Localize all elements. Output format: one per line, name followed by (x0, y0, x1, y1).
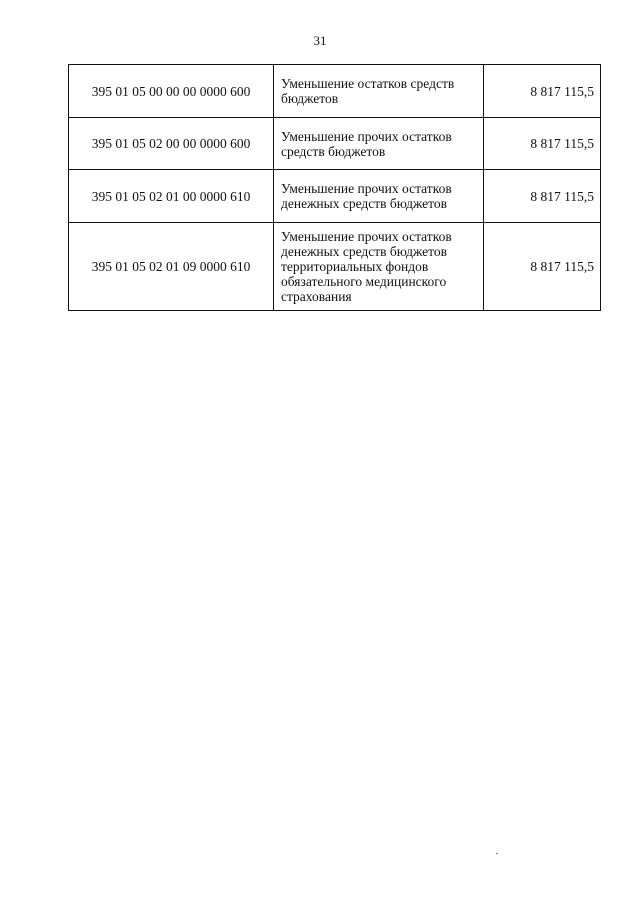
source-name: Уменьшение прочих остатков денежных средств бюджетов территориальных фондов обязательного медицинского страхования (274, 223, 484, 311)
scan-speck (496, 853, 498, 854)
page-number: 31 (313, 33, 327, 48)
source-name: Уменьшение остатков средств бюджетов (274, 65, 484, 118)
source-name: Уменьшение прочих остатков средств бюджетов (274, 118, 484, 170)
amount: 8 817 115,5 (484, 118, 601, 170)
table-row (69, 223, 601, 311)
amount: 8 817 115,5 (484, 65, 601, 118)
budget-classification-code: 395 01 05 02 01 09 0000 610 (69, 223, 274, 311)
source-name: Уменьшение прочих остатков денежных средств бюджетов (274, 170, 484, 223)
table-row (69, 118, 601, 170)
budget-classification-code: 395 01 05 02 01 00 0000 610 (69, 170, 274, 223)
budget-classification-code: 395 01 05 02 00 00 0000 600 (69, 118, 274, 170)
budget-classification-code: 395 01 05 00 00 00 0000 600 (69, 65, 274, 118)
table-row (69, 170, 601, 223)
amount: 8 817 115,5 (484, 170, 601, 223)
table-row (69, 65, 601, 118)
budget-sources-table (68, 64, 601, 311)
amount: 8 817 115,5 (484, 223, 601, 311)
